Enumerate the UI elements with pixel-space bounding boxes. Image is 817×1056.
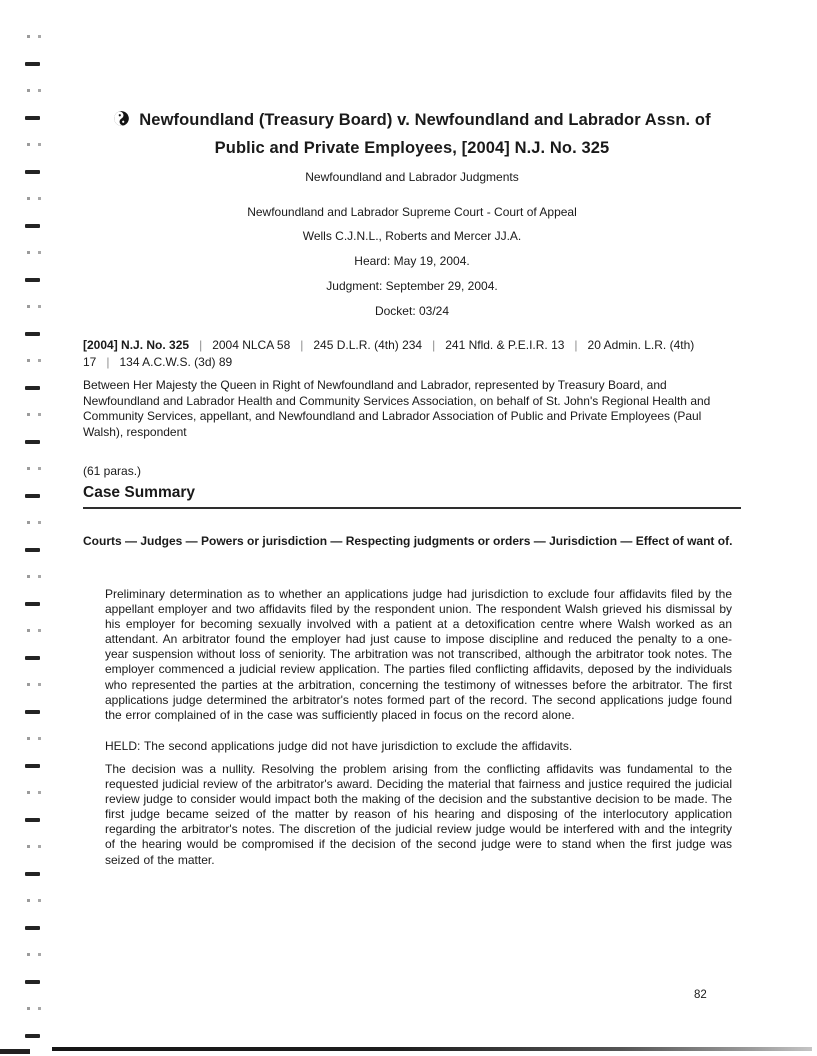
judgment-date: Judgment: September 29, 2004. (326, 279, 498, 293)
case-title (112, 106, 712, 162)
scan-dot-mark (27, 791, 30, 794)
summary-paragraph: Preliminary determination as to whether an applications judge had jurisdiction to exclude four affidavits filed by the appellant employer and two affidavits filed by the respondent union. The respondent Walsh grieved his dismissal by his employer for becoming sexually involved with a patient at a detoxification centre where Walsh worked as an attendant. An arbitrator found the employer had just cause to impose discipline and reduced the penalty to a one-year suspension without loss of seniority. The arbitration was not transcribed, although the arbitrator took notes. The employer commenced a judicial review application. The parties filed conflicting affidavits, deposed by the individuals who represented the parties at the arbitration, concerning the testimony of witnesses before the arbitrator. The first applications judge determined the arbitrator's notes formed part of the record. The second applications judge found the error complained of in the case was sufficiently placed in focus on the record alone. (105, 587, 732, 722)
scan-dash-mark (25, 386, 40, 390)
scan-dot-mark (27, 305, 30, 308)
summary-paragraph: The decision was a nullity. Resolving the problem arising from the conflicting affidavits was fundamental to the requested judicial review of the arbitrator's award. Deciding the material that fairness and justice required the judicial review judge to consider would impact both the making of the decision and the substantive decision to be made. The first judge became seized of the matter by reason of his hearing and disposing of the interlocutory application regarding the arbitrator's notes. The discretion of the judicial review judge would be interfered with and the integrity of the hearing would be compromised if the decision of the second judge were to stand when the first judge was seized of the matter. (105, 761, 732, 867)
scan-dot-mark (27, 359, 30, 362)
citation-separator: | (300, 338, 304, 352)
scan-dash-mark (25, 764, 40, 768)
parallel-citation: 2004 NLCA 58 (212, 338, 291, 352)
scan-dash-mark (25, 116, 40, 120)
scan-dot-mark (27, 737, 30, 740)
case-summary-heading: Case Summary (83, 484, 741, 509)
scan-dash-mark (25, 440, 40, 444)
scan-dash-mark (25, 710, 40, 714)
scan-dot-mark (27, 899, 30, 902)
parallel-citation: 245 D.L.R. (4th) 234 (313, 338, 423, 352)
held-paragraph: HELD: The second applications judge did not have jurisdiction to exclude the affidavits. (105, 738, 573, 753)
parties-paragraph: Between Her Majesty the Queen in Right of Newfoundland and Labrador, represented by Treasury Board, and Newfoundland and Labrador Health and Community Services Association, on behalf of St. John's Regional Health and Community Services, appellant, and Newfoundland and Labrador Association of Public and Private Employees (Paul Walsh), respondent (83, 378, 711, 439)
scan-dash-mark (25, 332, 40, 336)
scan-dot-mark (27, 683, 30, 686)
heard-date: Heard: May 19, 2004. (354, 254, 470, 268)
document-content (83, 106, 741, 868)
scan-dash-mark (25, 224, 40, 228)
scan-dash-mark (25, 656, 40, 660)
scan-dot-mark (27, 251, 30, 254)
parallel-citation: 241 Nfld. & P.E.I.R. 13 (445, 338, 565, 352)
scan-dash-mark (25, 170, 40, 174)
scan-dash-mark (25, 1034, 40, 1038)
scan-dot-mark (27, 413, 30, 416)
scan-dash-mark (25, 278, 40, 282)
scan-dash-mark (25, 548, 40, 552)
scan-dot-mark (27, 467, 30, 470)
collection-name: Newfoundland and Labrador Judgments (305, 170, 519, 184)
scan-dot-mark (27, 143, 30, 146)
scan-dash-mark (25, 62, 40, 66)
parallel-citations (83, 337, 741, 371)
parallel-citation: 20 Admin. L.R. (4th) 17 (83, 338, 695, 369)
citation-separator: | (432, 338, 436, 352)
citation-separator: | (199, 338, 203, 352)
case-title-text: Newfoundland (Treasury Board) v. Newfoundland and Labrador Assn. of Public and Private Employees, [2004] N.J. No. 325 (139, 111, 711, 157)
judges-panel: Wells C.J.N.L., Roberts and Mercer JJ.A. (302, 229, 522, 243)
parallel-citation: 134 A.C.W.S. (3d) 89 (119, 355, 233, 369)
scan-dot-mark (27, 845, 30, 848)
citation-separator: | (574, 338, 578, 352)
catchwords: Courts — Judges — Powers or jurisdiction — Respecting judgments or orders — Jurisdiction — Effect of want of. (83, 534, 733, 548)
scan-edge-artifact-corner (0, 1049, 30, 1054)
publisher-logo-icon (113, 106, 139, 134)
scan-dash-mark (25, 926, 40, 930)
scan-dot-mark (27, 953, 30, 956)
scan-dot-mark (27, 1007, 30, 1010)
scan-edge-artifact (52, 1047, 812, 1051)
citation-separator: | (106, 355, 110, 369)
scan-dot-mark (27, 89, 30, 92)
scan-dash-mark (25, 818, 40, 822)
scan-dot-mark (27, 35, 30, 38)
scan-dot-mark (27, 575, 30, 578)
scan-dash-mark (25, 494, 40, 498)
scan-dash-mark (25, 872, 40, 876)
scan-dot-mark (27, 629, 30, 632)
scan-dash-mark (25, 602, 40, 606)
court-name: Newfoundland and Labrador Supreme Court - Court of Appeal (247, 205, 577, 219)
paragraph-count: (61 paras.) (83, 464, 142, 478)
scan-dot-mark (27, 521, 30, 524)
scan-dot-mark (27, 197, 30, 200)
page-number: 82 (694, 989, 707, 1001)
scan-dash-mark (25, 980, 40, 984)
docket-number: Docket: 03/24 (374, 304, 450, 318)
primary-citation: [2004] N.J. No. 325 (83, 338, 190, 352)
